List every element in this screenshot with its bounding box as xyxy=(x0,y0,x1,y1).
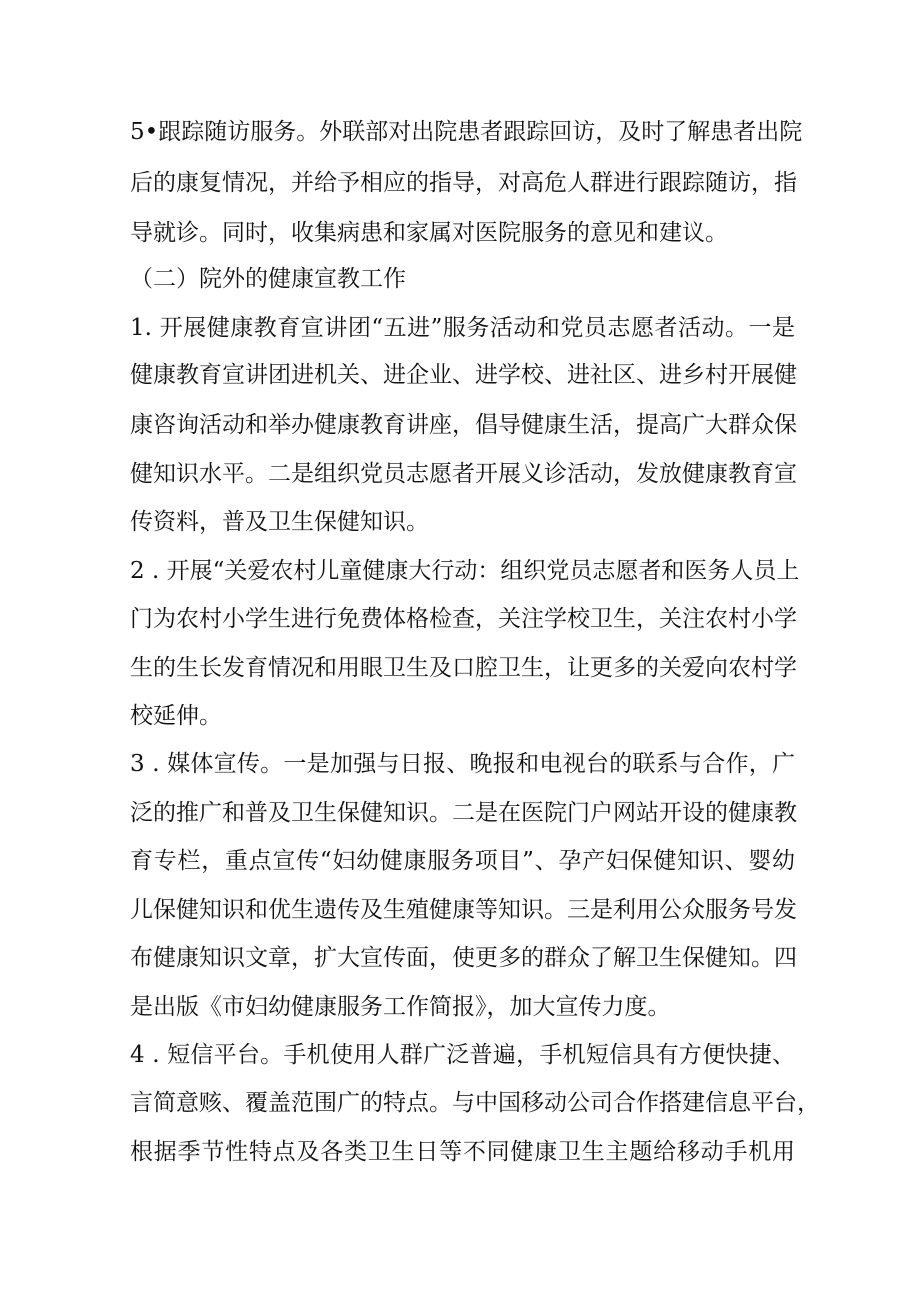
text-line: 2 . 开展“关爱农村儿童健康大行动：组织党员志愿者和医务人员上 xyxy=(130,558,800,584)
text-line: 泛的推广和普及卫生保健知识。二是在医院门户网站开设的健康教 xyxy=(130,800,797,826)
text-line: 言简意赅、覆盖范围广的特点。与中国移动公司合作搭建信息平台， xyxy=(130,1090,820,1116)
text-line: 3 . 媒体宣传。一是加强与日报、晚报和电视台的联系与合作，广 xyxy=(130,751,795,777)
text-line: 健知识水平。二是组织党员志愿者开展义诊活动，发放健康教育宣 xyxy=(130,461,797,487)
text-line: 儿保健知识和优生遗传及生殖健康等知识。三是利用公众服务号发 xyxy=(130,897,797,923)
text-line: 1. 开展健康教育宣讲团“五进”服务活动和党员志愿者活动。一是 xyxy=(130,315,795,341)
text-line: 后的康复情况，并给予相应的指导，对高危人群进行跟踪随访，指 xyxy=(130,170,797,196)
text-line: 布健康知识文章，扩大宣传面，使更多的群众了解卫生保健知。四 xyxy=(130,945,797,971)
text-line: 门为农村小学生进行免费体格检查，关注学校卫生，关注农村小学 xyxy=(130,606,797,632)
text-line: 导就诊。同时，收集病患和家属对医院服务的意见和建议。 xyxy=(130,220,728,246)
text-line: 是出版《市妇幼健康服务工作简报》，加大宣传力度。 xyxy=(130,994,671,1020)
text-line: 校延伸。 xyxy=(130,703,222,729)
text-line: 康咨询活动和举办健康教育讲座，倡导健康生活，提高广大群众保 xyxy=(130,412,797,438)
text-line: 根据季节性特点及各类卫生日等不同健康卫生主题给移动手机用 xyxy=(130,1139,795,1165)
text-line: 5•跟踪随访服务。外联部对出院患者跟踪回访，及时了解患者出院 xyxy=(130,119,803,145)
section-heading: （二）院外的健康宣教工作 xyxy=(130,266,406,292)
text-line: 生的生长发育情况和用眼卫生及口腔卫生，让更多的关爱向农村学 xyxy=(130,655,797,681)
text-line: 育专栏，重点宣传“妇幼健康服务项目”、孕产妇保健知识、婴幼 xyxy=(130,848,795,874)
text-line: 健康教育宣讲团进机关、进企业、进学校、进社区、进乡村开展健 xyxy=(130,362,797,388)
text-line: 4 . 短信平台。手机使用人群广泛普遍，手机短信具有方便快捷、 xyxy=(130,1042,795,1068)
text-line: 传资料，普及卫生保健知识。 xyxy=(130,509,429,535)
